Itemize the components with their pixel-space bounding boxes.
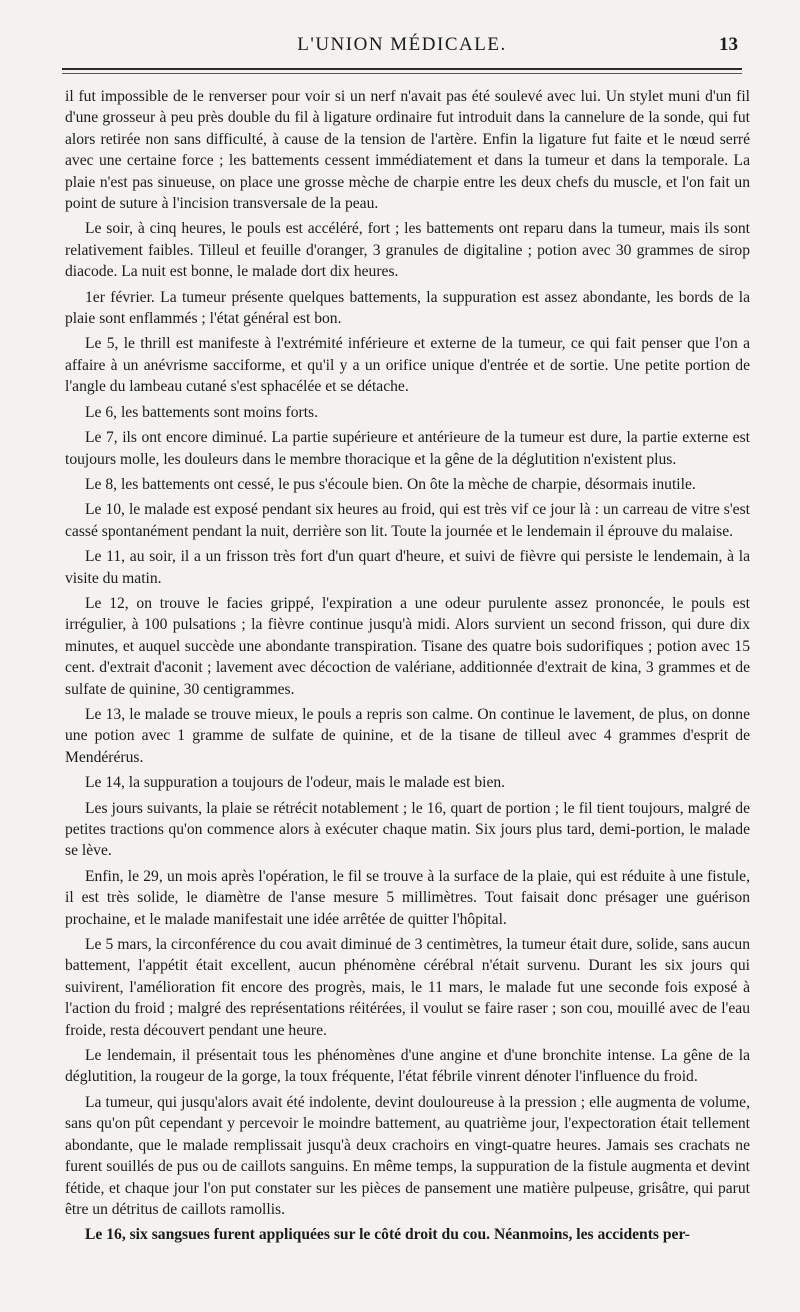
paragraph: Le 5, le thrill est manifeste à l'extrémité inférieure et externe de la tumeur, ce qui fait penser que l'on a affaire à un anévrisme sacciforme, et qu'il y a un orifice unique d'entrée et de sortie. Une petite portion de l'angle du lambeau cutané s'est sphacélée et se détache. [65,335,750,396]
paragraph: La tumeur, qui jusqu'alors avait été indolente, devint douloureuse à la pression ; elle augmenta de volume, sans qu'on pût cependant y percevoir le moindre battement, au quatrième jour, l'expectoration était tellement abondante, que le malade remplissait jusqu'à deux crachoirs en vingt-quatre heures. Jamais ses crachats ne furent souillés de pus ou de caillots sanguins. En même temps, la suppuration de la fistule augmenta et devint fétide, et chaque jour l'on put constater sur les pièces de pansement une matière pulpeuse, grisâtre, qui parut être un détritus de caillots ramollis. [65,1093,750,1218]
paragraph: Le 7, ils ont encore diminué. La partie supérieure et antérieure de la tumeur est dure, la partie externe est toujours molle, les douleurs dans le membre thoracique et la gêne de la déglutition n'existent plus. [65,429,750,468]
paragraph: Le 11, au soir, il a un frisson très fort d'un quart d'heure, et suivi de fièvre qui persiste le lendemain, à la visite du matin. [65,548,750,587]
paragraph: Le 6, les battements sont moins forts. [85,403,319,421]
article-body [65,86,750,1250]
paragraph: Le 12, on trouve le facies grippé, l'expiration a une odeur purulente assez prononcée, le pouls est irrégulier, à 100 pulsations ; la fièvre continue jusqu'à midi. Alors survient un second frisson, qui dure dix minutes, et auquel succède une abondante transpiration. Tisane des quatre bois sudorifiques ; potion avec 15 cent. d'extrait d'aconit ; lavement avec décoction de valériane, additionnée d'extrait de kina, 3 grammes et de sulfate de quinine, 30 centigrammes. [65,594,750,698]
paragraph: Enfin, le 29, un mois après l'opération, le fil se trouve à la surface de la plaie, qui est réduite à une fistule, il est très solide, le diamètre de l'anse mesure 5 millimètres. Tout faisait donc présager une guérison prochaine, et le malade manifestait une idée arrêtée de quitter l'hôpital. [65,867,750,928]
header-rule-thin [62,73,742,74]
paragraph: Les jours suivants, la plaie se rétrécit notablement ; le 16, quart de portion ; le fil tient toujours, malgré de petites tractions qu'on commence alors à exécuter chaque matin. Six jours plus tard, demi-portion, le malade se lève. [65,799,750,860]
paragraph: Le lendemain, il présentait tous les phénomènes d'une angine et d'une bronchite intense. La gêne de la déglutition, la rougeur de la gorge, la toux fréquente, l'état fébrile vinrent dénoter l'influence du froid. [65,1047,750,1086]
paragraph: Le 10, le malade est exposé pendant six heures au froid, qui est très vif ce jour là : un carreau de vitre s'est cassé spontanément pendant la nuit, derrière son lit. Toute la journée et le lendemain il éprouve du malaise. [65,501,750,540]
paragraph: Le 8, les battements ont cessé, le pus s'écoule bien. On ôte la mèche de charpie, désormais inutile. [85,475,696,493]
paragraph: Le 5 mars, la circonférence du cou avait diminué de 3 centimètres, la tumeur était dure, solide, sans aucun battement, l'appétit était excellent, aucun phénomène cérébral n'était survenu. Durant les six jours qui suivirent, l'amélioration fit encore des progrès, mais, le 11 mars, le malade fut une seconde fois exposé à l'action du froid ; malgré des représentations réitérées, il voulut se faire raser ; son cou, mouillé avec de l'eau froide, resta découvert pendant une heure. [65,936,750,1039]
paragraph: Le 14, la suppuration a toujours de l'odeur, mais le malade est bien. [85,774,506,792]
running-header [62,34,742,64]
paragraph: 1er février. La tumeur présente quelques battements, la suppuration est assez abondante, les bords de la plaie sont enflammés ; l'état général est bon. [65,288,750,328]
journal-title: L'UNION MÉDICALE. [297,34,507,55]
paragraph: Le 13, le malade se trouve mieux, le pouls a repris son calme. On continue le lavement, de plus, on donne une potion avec 1 gramme de sulfate de quinine, et de la tisane de tilleul avec 4 grammes d'esprit de Mendérérus. [65,705,750,766]
paragraph: Le 16, six sangsues furent appliquées sur le côté droit du cou. Néanmoins, les accidents per- [85,1226,691,1244]
page-number: 13 [719,34,738,55]
paragraph: il fut impossible de le renverser pour voir si un nerf n'avait pas été soulevé avec lui. Un stylet muni d'un fil d'une grosseur à peu près double du fil à ligature ordinaire fut introduit dans la cannelure de la sonde, qui fut alors retirée non sans difficulté, à cause de la tension de l'artère. Enfin la ligature fut faite et le nœud serré avec une certaine force ; les battements cessent immédiatement et dans la tumeur et dans la temporale. La plaie n'est pas sinueuse, on place une grosse mèche de charpie entre les deux chefs du muscle, et l'on fait un point de suture à l'incision transversale de la peau. [65,88,750,213]
header-rule-thick [62,68,742,70]
paragraph: Le soir, à cinq heures, le pouls est accéléré, fort ; les battements ont reparu dans la tumeur, mais ils sont relativement faibles. Tilleul et feuille d'oranger, 3 granules de digitaline ; potion avec 30 grammes de sirop diacode. La nuit est bonne, le malade dort dix heures. [65,220,750,281]
